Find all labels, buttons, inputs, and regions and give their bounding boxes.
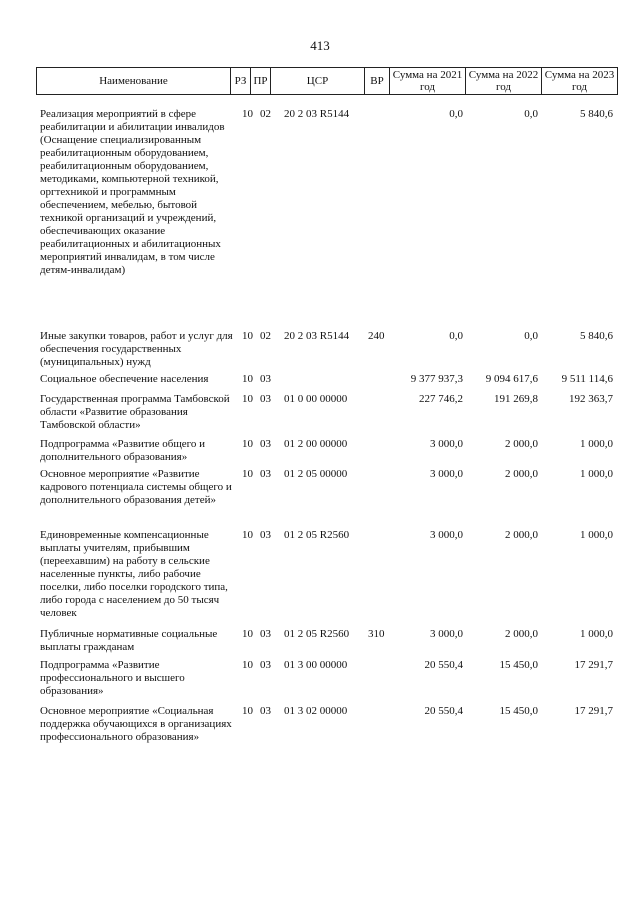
row-sum-2023: 9 511 114,6 — [561, 373, 613, 385]
header-rz: РЗ — [230, 68, 250, 94]
row-pr: 02 — [260, 108, 271, 120]
row-csr: 01 2 05 R2560 — [284, 628, 350, 640]
row-sum-2023: 1 000,0 — [580, 438, 613, 450]
row-pr: 03 — [260, 393, 271, 405]
header-sum-2023: Сумма на 2023 год — [541, 68, 617, 94]
row-name: Единовременные компенсационные выплаты учителям, прибывшим (переехавшим) на работу в сельские населенные пункты, либо рабочие поселки, либо поселки городского типа, либо города с населением до 50 тысяч человек — [40, 529, 228, 619]
row-rz: 10 — [242, 468, 253, 480]
row-name: Основное мероприятие «Развитие кадрового потенциала системы общего и дополнительного образования детей» — [40, 468, 232, 506]
row-sum-2021: 0,0 — [449, 108, 463, 120]
row-pr: 03 — [260, 628, 271, 640]
row-pr: 03 — [260, 659, 271, 671]
header-pr: ПР — [250, 68, 270, 94]
row-sum-2022: 2 000,0 — [505, 529, 538, 541]
row-rz: 10 — [242, 373, 253, 385]
row-sum-2023: 17 291,7 — [574, 705, 613, 717]
row-name: Основное мероприятие «Социальная поддержка обучающихся в организациях профессионального образования» — [40, 705, 232, 743]
row-sum-2022: 191 269,8 — [494, 393, 538, 405]
row-sum-2021: 3 000,0 — [430, 628, 463, 640]
row-rz: 10 — [242, 529, 253, 541]
row-name: Подпрограмма «Развитие общего и дополнительного образования» — [40, 438, 206, 463]
row-rz: 10 — [242, 438, 253, 450]
row-vr: 310 — [368, 628, 385, 640]
row-sum-2021: 0,0 — [449, 330, 463, 342]
header-sum-2021: Сумма на 2021 год — [389, 68, 465, 94]
row-name: Реализация мероприятий в сфере реабилитации и абилитации инвалидов (Оснащение специализированным реабилитационным оборудованием, реабилитационным оборудованием, методиками, компьютерной техникой, оргтехникой и программным обеспечением, мебелью, бытовой техникой организаций и учреждений, обеспечивающих оказание реабилитационных и абилитационных мероприятий инвалидам, в том числе детям-инвалидам) — [40, 108, 225, 276]
row-rz: 10 — [242, 628, 253, 640]
row-sum-2023: 1 000,0 — [580, 468, 613, 480]
row-csr: 01 2 00 00000 — [284, 438, 348, 450]
row-sum-2022: 0,0 — [524, 330, 538, 342]
row-csr: 01 2 05 R2560 — [284, 529, 350, 541]
row-sum-2023: 5 840,6 — [580, 330, 613, 342]
row-name: Социальное обеспечение населения — [40, 373, 209, 385]
row-name: Государственная программа Тамбовской области «Развитие образования Тамбовской области» — [40, 393, 230, 431]
header-csr: ЦСР — [270, 68, 364, 94]
header-name: Наименование — [99, 75, 168, 87]
row-sum-2023: 17 291,7 — [574, 659, 613, 671]
row-sum-2021: 3 000,0 — [430, 468, 463, 480]
row-name: Иные закупки товаров, работ и услуг для обеспечения государственных (муниципальных) нужд — [40, 330, 233, 368]
row-sum-2021: 3 000,0 — [430, 529, 463, 541]
row-pr: 03 — [260, 705, 271, 717]
row-sum-2023: 1 000,0 — [580, 529, 613, 541]
row-sum-2023: 5 840,6 — [580, 108, 613, 120]
row-sum-2022: 9 094 617,6 — [485, 373, 538, 385]
header-sum-2022: Сумма на 2022 год — [465, 68, 541, 94]
row-vr: 240 — [368, 330, 385, 342]
row-sum-2022: 2 000,0 — [505, 468, 538, 480]
row-csr: 20 2 03 R5144 — [284, 330, 350, 342]
row-sum-2022: 15 450,0 — [499, 659, 538, 671]
row-pr: 03 — [260, 373, 271, 385]
row-sum-2021: 20 550,4 — [424, 659, 463, 671]
row-csr: 01 0 00 00000 — [284, 393, 348, 405]
row-name: Подпрограмма «Развитие профессионального и высшего образования» — [40, 659, 185, 697]
row-pr: 03 — [260, 529, 271, 541]
row-sum-2021: 9 377 937,3 — [410, 373, 463, 385]
row-pr: 03 — [260, 468, 271, 480]
row-sum-2021: 20 550,4 — [424, 705, 463, 717]
row-sum-2022: 2 000,0 — [505, 438, 538, 450]
row-pr: 02 — [260, 330, 271, 342]
row-sum-2022: 0,0 — [524, 108, 538, 120]
row-rz: 10 — [242, 659, 253, 671]
header-vr: ВР — [364, 68, 389, 94]
row-sum-2022: 15 450,0 — [499, 705, 538, 717]
page-number: 413 — [310, 38, 330, 53]
row-pr: 03 — [260, 438, 271, 450]
row-csr: 20 2 03 R5144 — [284, 108, 350, 120]
row-sum-2021: 227 746,2 — [419, 393, 463, 405]
row-csr: 01 3 02 00000 — [284, 705, 348, 717]
row-rz: 10 — [242, 393, 253, 405]
row-sum-2023: 1 000,0 — [580, 628, 613, 640]
row-rz: 10 — [242, 705, 253, 717]
row-rz: 10 — [242, 108, 253, 120]
row-sum-2021: 3 000,0 — [430, 438, 463, 450]
row-rz: 10 — [242, 330, 253, 342]
row-csr: 01 2 05 00000 — [284, 468, 348, 480]
row-sum-2023: 192 363,7 — [569, 393, 613, 405]
row-csr: 01 3 00 00000 — [284, 659, 348, 671]
row-sum-2022: 2 000,0 — [505, 628, 538, 640]
row-name: Публичные нормативные социальные выплаты гражданам — [40, 628, 218, 653]
